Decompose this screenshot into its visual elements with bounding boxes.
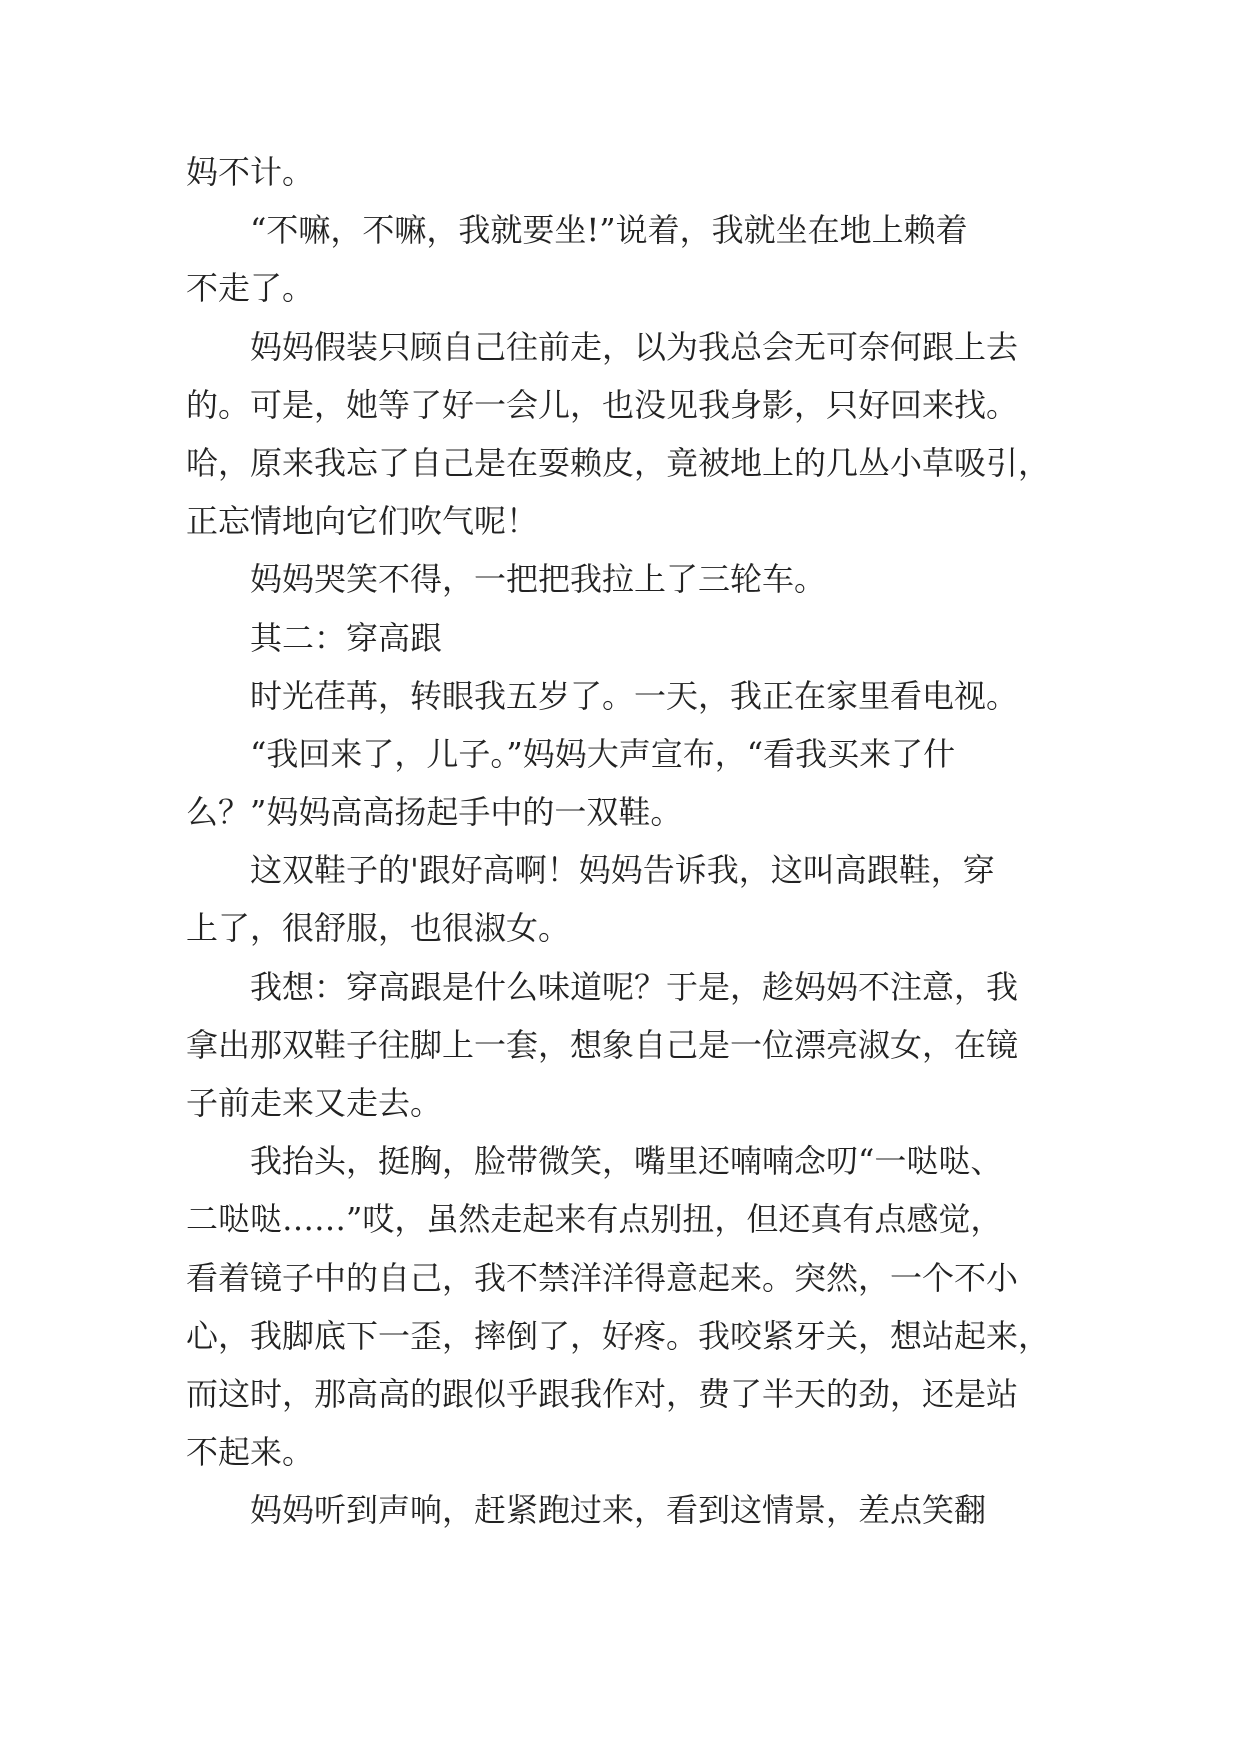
text-line: 子前走来又走去。: [186, 1084, 443, 1122]
text-line: 二哒哒……”哎，虽然走起来有点别扭，但还真有点感觉，: [186, 1200, 1003, 1239]
text-line: 么？”妈妈高高扬起手中的一双鞋。: [186, 793, 683, 832]
text-line: 妈不计。: [186, 153, 315, 191]
text-line: 不走了。: [186, 269, 315, 308]
text-line: 这双鞋子的'跟好高啊！妈妈告诉我，这叫高跟鞋，穿: [250, 851, 995, 890]
text-line: “我回来了，儿子。”妈妈大声宣布，“看我买来了什: [250, 734, 956, 773]
text-line: 不起来。: [186, 1433, 315, 1472]
text-line: 上了，很舒服，也很淑女。: [186, 909, 571, 948]
body-text: [186, 143, 1066, 1540]
text-line: 妈妈假装只顾自己往前走，以为我总会无可奈何跟上去: [250, 327, 1019, 366]
text-line: 看着镜子中的自己，我不禁洋洋得意起来。突然，一个不小: [186, 1258, 1019, 1297]
text-line: “不嘛，不嘛，我就要坐!”说着，我就坐在地上赖着: [250, 211, 968, 250]
text-line: 时光荏苒，转眼我五岁了。一天，我正在家里看电视。: [250, 676, 1019, 715]
text-line: 而这时，那高高的跟似乎跟我作对，费了半天的劲，还是站: [186, 1374, 1019, 1413]
section-heading: 其二：穿高跟: [250, 618, 443, 657]
text-line: 的。可是，她等了好一会儿，也没见我身影，只好回来找。: [186, 385, 1019, 424]
text-line: 哈，原来我忘了自己是在耍赖皮，竟被地上的几丛小草吸引，: [186, 443, 1051, 482]
text-line: 妈妈哭笑不得，一把把我拉上了三轮车。: [250, 560, 827, 599]
text-line: 正忘情地向它们吹气呢！: [186, 502, 539, 541]
text-line: 我想：穿高跟是什么味道呢？于是，趁妈妈不注意，我: [250, 967, 1019, 1006]
text-line: 我抬头，挺胸，脸带微笑，嘴里还喃喃念叨“一哒哒、: [250, 1142, 1003, 1181]
text-line: 拿出那双鞋子往脚上一套，想象自己是一位漂亮淑女，在镜: [186, 1025, 1019, 1064]
text-line: 妈妈听到声响，赶紧跑过来，看到这情景，差点笑翻: [250, 1491, 987, 1530]
text-line: 心，我脚底下一歪，摔倒了，好疼。我咬紧牙关，想站起来，: [186, 1316, 1051, 1355]
